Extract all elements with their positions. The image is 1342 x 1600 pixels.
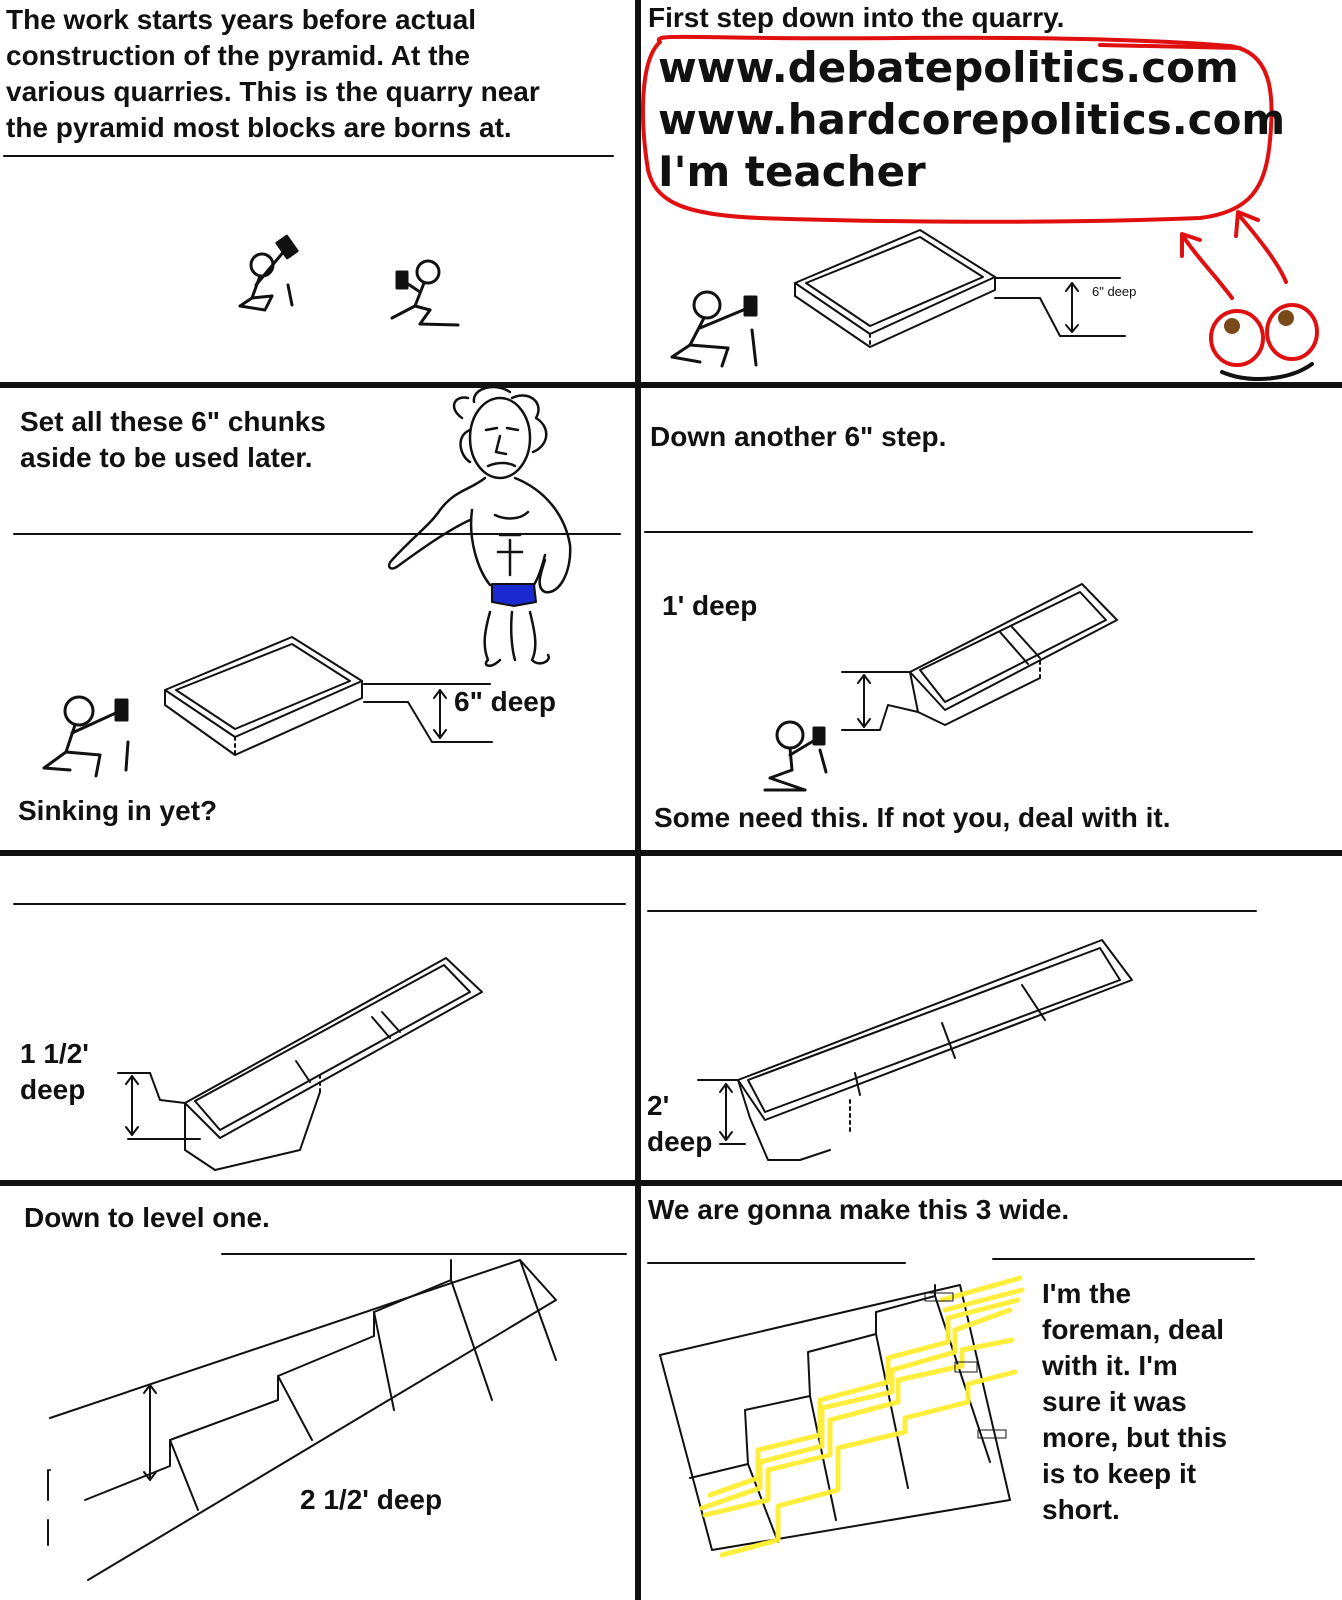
panel3-bottom-text: Sinking in yet? <box>18 795 218 826</box>
panel3-caption: Set all these 6" chunks aside to be used later. <box>20 406 326 473</box>
stick-figure-2 <box>392 261 458 325</box>
quarry-steps-p7 <box>48 1260 556 1580</box>
overlay-line-2: www.hardcorepolitics.com <box>658 95 1286 144</box>
panel4-caption: Down another 6" step. <box>650 421 947 452</box>
panel4-bottom-text: Some need this. If not you, deal with it. <box>654 802 1171 833</box>
stick-figure-p2 <box>672 292 756 366</box>
stick-figure-p3 <box>44 697 128 776</box>
panel4-depth-label: 1' deep <box>662 590 758 621</box>
panel7-depth-label: 2 1/2' deep <box>300 1484 443 1515</box>
panel8-caption: We are gonna make this 3 wide. <box>648 1194 1070 1225</box>
muscleman-shorts <box>492 584 536 606</box>
quarry-trench-p6 <box>698 940 1132 1160</box>
panel5-depth-label: 1 1/2' deep <box>20 1038 89 1105</box>
quarry-trench-p5 <box>118 958 482 1170</box>
quarry-slab-p3 <box>165 637 492 755</box>
overlay-line-1: www.debatepolitics.com <box>658 43 1239 92</box>
panel7-caption: Down to level one. <box>24 1202 270 1233</box>
muscleman <box>389 387 570 666</box>
horizon-lines <box>4 156 1256 1263</box>
panel6-depth-label: 2' deep <box>647 1090 713 1157</box>
panel1-caption: The work starts years before actual construction of the pyramid. At the various quarries. This is the quarry near the pyramid most blocks are borns at. <box>6 4 540 143</box>
overlay-line-3: I'm teacher <box>658 147 926 196</box>
panel8-side-text: I'm the foreman, deal with it. I'm sure it was more, but this is to keep it short. <box>1042 1278 1228 1525</box>
panel3-depth-label: 6" deep <box>454 686 556 717</box>
stick-figure-1 <box>240 236 297 310</box>
stick-figure-p4 <box>765 722 826 790</box>
panel2-caption: First step down into the quarry. <box>648 2 1065 33</box>
panel2-depth-label: 6" deep <box>1092 284 1137 299</box>
quarry-slab-p2 <box>795 230 1125 347</box>
quarry-trench-p4 <box>842 584 1117 730</box>
